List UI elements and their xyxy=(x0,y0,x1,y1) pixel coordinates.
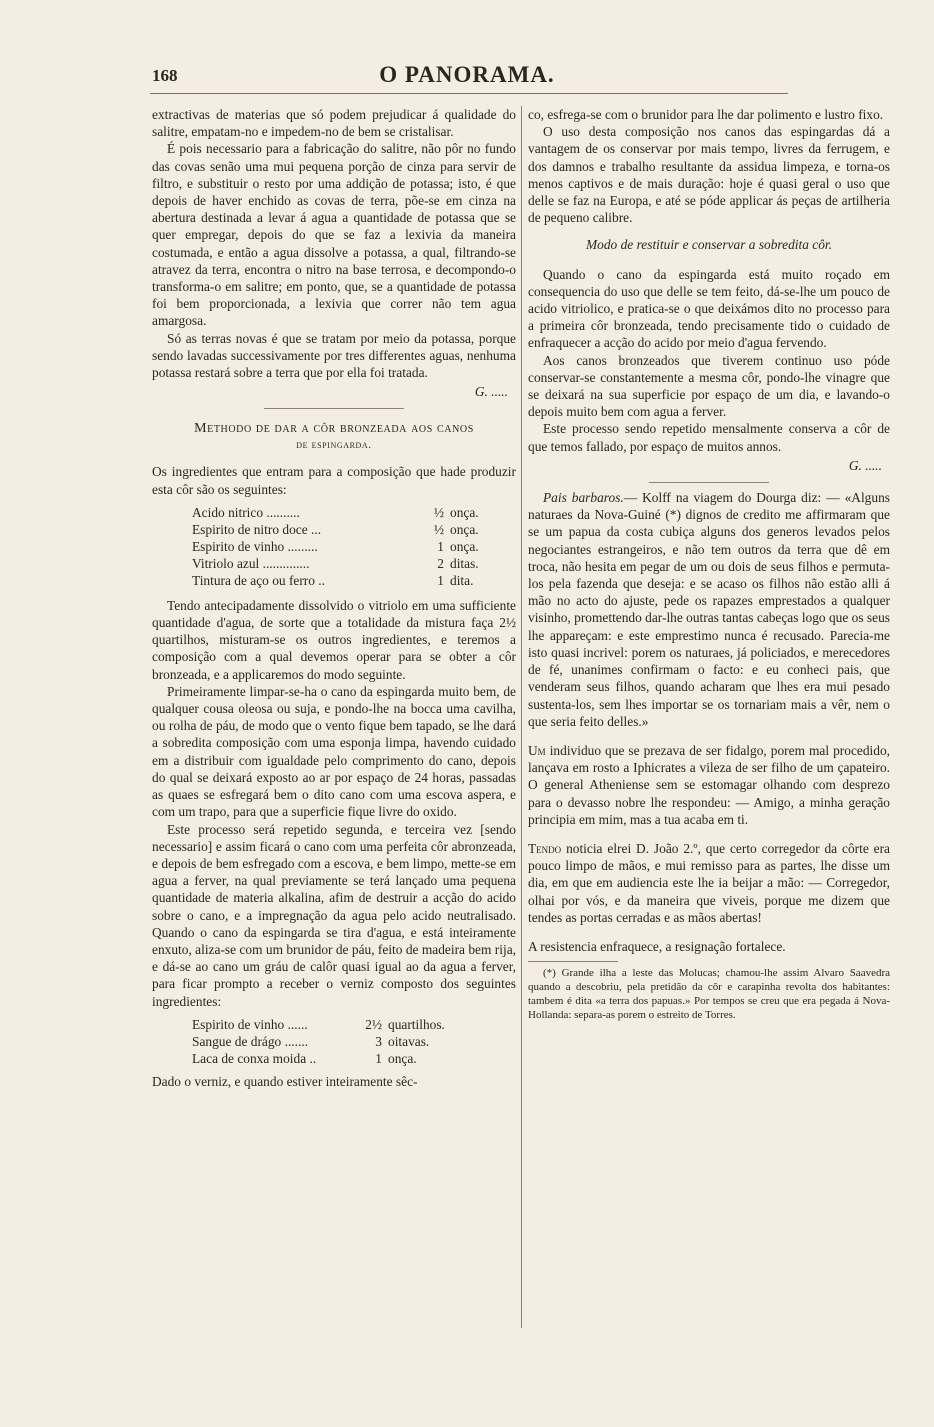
maxim: A resistencia enfraquece, a resignação fortalece. xyxy=(528,938,786,954)
article-body: individuo que se prezava de ser fidalgo, porem mal procedido, lançava em rosto a Iphicrates a vileza de ser filho de um çapateiro. O general Atheniense sem se estomagar olhando com desprezo para o devasso nobre lhe respondeu: — Amigo, a minha geração principia em mim, mas a tua acaba em ti. xyxy=(528,742,890,827)
paragraph: Só as terras novas é que se tratam por meio da potassa, porque sendo lavadas successivamente por tres differentes aguas, nenhuma potassa restará sobre a terra que por ella foi tratada. xyxy=(152,330,516,381)
ingredient-unit: oitavas. xyxy=(388,1033,430,1049)
ingredient-name: Tintura de aço ou ferro .. xyxy=(192,572,326,588)
paragraph: Primeiramente limpar-se-ha o cano da espingarda muito bem, de qualquer cousa oleosa ou suja, e pondo-lhe na bocca uma cavilha, ou rolha de páu, de modo que o vento fique bem tapado, se lhe dará a sobredita composição com uma esponja limpa, havendo cuidado em a distribuir com igualdade pelo comprimento do cano, depois do qual se deixará exposto ao ar por espaço de 24 horas, passadas as quaes se esfregará bem o dito cano com uma escova aspera, e com um trapo, para que a superficie fique livre do oxido. xyxy=(152,683,516,820)
section-title-line: de espingarda. xyxy=(296,439,372,452)
paragraph xyxy=(528,742,890,828)
paragraph xyxy=(528,489,890,730)
ingredient-row xyxy=(192,504,479,521)
ingredient-name: Sangue de drágo ....... xyxy=(192,1033,309,1049)
paragraph xyxy=(528,840,890,926)
paragraph: extractivas de materias que só podem prejudicar á qualidade do salitre, empatam-no e impedem-no de bem se cristalisar. xyxy=(152,107,516,140)
left-column xyxy=(152,106,516,1090)
article-body: — Kolff na viagem do Dourga diz: — «Alguns naturaes da Nova-Guiné (*) dignos de credito me affirmaram que se um papua da costa cubiça alguns dos generos levados pelos negociantes estrangeiros, e não tem outros da terra que dê em troca, não hesita em pegar de um ou dois de seus filhos e permuta-los pela fazenda que deseja: e se acaso os filhos não estão alli á mão no acto do ajuste, pede os rapazes emprestados a qualquer visinho, promettendo dar-lhe outras tantas cabeças logo que os seus lhe appareçam: e este emprestimo nunca é recusado. Parecia-me isto quasi incrivel: porem os naturaes, já policiados, e merecedores de fé, unanimes confirmam o facto: e eu conheci pais, que venderam seus filhos, quando acharam que lhes era mui pesado sustenta-los, sem lhes importar se os tornariam mais a vêr, nem o que seria feito delles.» xyxy=(528,490,890,729)
article-body: noticia elrei D. João 2.º, que certo corregedor da côrte era pouco limpo de mãos, e mui remisso para as partes, lhe disse um dia, em que em audiencia este lhe ia beijar a mão: — Corregedor, olhai por vós, e da maneira que viveis, porque me dizem que tendes as portas cerradas e as mãos abertas! xyxy=(528,840,890,925)
ingredient-unit: onça. xyxy=(450,504,479,520)
ingredient-qty: 1 xyxy=(437,572,444,588)
footnote: (*) Grande ilha a leste das Molucas; chamou-lhe assim Alvaro Saavedra quando a descobriu, pela pretidão da côr e carapinha revolta dos habitantes: tambem é dita «a terra dos papuas.» Por tempos se creu que era pegada á Nova-Hollanda: separa-as porem o estreito de Torres. xyxy=(528,967,890,1022)
ingredient-unit: dita. xyxy=(450,572,474,588)
ingredient-unit: onça. xyxy=(450,521,479,537)
ingredient-row xyxy=(192,521,479,538)
ingredient-row xyxy=(192,1033,445,1050)
ingredients-table xyxy=(192,504,479,589)
paragraph: Quando o cano da espingarda está muito roçado em consequencia do uso que delle se tem feito, dá-se-lhe um pouco de acido vitriolico, e pratica-se o que deixámos dito no processo para a primeira côr bronzeada, tendo precisamente tido o cuidado de enfraquecer a acção do acido por meio d'agua fervendo. xyxy=(528,266,890,351)
paragraph: co, esfrega-se com o brunidor para lhe dar polimento e lustro fixo. xyxy=(528,107,884,122)
ingredient-name: Espirito de vinho ...... xyxy=(192,1016,308,1032)
ingredient-unit: onça. xyxy=(450,538,479,554)
ingredient-qty: ½ xyxy=(433,504,444,520)
ingredient-unit: onça. xyxy=(388,1050,417,1066)
paragraph: Este processo será repetido segunda, e terceira vez [sendo necessario] e assim ficará o cano com uma perfeita côr abronzeada, e depois de bem esfregado com a escova, e bem limpo, mette-se em agua a ferver, na qual previamente se terá lançado uma pequena quantidade de materia alkalina, afim de destruir a acção do acido sobre o cano, e a impregnação da agua pelo acido neutralisado. Quando o cano da espingarda se tira d'agua, e está inteiramente enxuto, aliza-se com um brunidor de páu, feito de madeira bem rija, e dá-se ao cano um gráu de calôr quasi igual ao da agua a ferver, para ficar promptο a receber o verniz composto dos seguintes ingredientes: xyxy=(152,821,516,1009)
footnote-rule xyxy=(528,961,618,962)
author-signature: G. ..... xyxy=(474,384,508,400)
ingredient-unit: quartilhos. xyxy=(388,1016,445,1032)
right-column xyxy=(528,106,890,1022)
ingredient-row xyxy=(192,555,479,572)
ingredient-qty: 3 xyxy=(375,1033,382,1049)
paragraph: Este processo sendo repetido mensalmente conserva a côr de que temos fallado, por espaço de muitos annos. xyxy=(528,421,890,454)
ingredient-row xyxy=(192,1016,445,1033)
paragraph: Os ingredientes que entram para a composição que hade produzir esta côr são os seguintes: xyxy=(152,464,516,497)
ingredient-qty: 2½ xyxy=(365,1016,382,1032)
varnish-ingredients-table xyxy=(192,1016,445,1067)
ingredient-name: Espirito de nitro doce ... xyxy=(192,521,322,537)
paragraph: Tendo antecipadamente dissolvido o vitriolo em uma sufficiente quantidade d'agua, de sorte que a totalidade da mistura faça 2½ quartilhos, misturam-se os outros ingredientes, e teremos a composição com a qual devemos operar para se obter a côr bronzeada, e a applicaremos do modo seguinte. xyxy=(152,597,516,682)
ingredient-row xyxy=(192,538,479,555)
section-title xyxy=(152,421,516,453)
paragraph: Aos canos bronzeados que tiverem continuo uso póde conservar-se constantemente a mesma côr, pondo-lhe vinagre que se deixará na sua superficie por espaço de um dia, e lavando-o depois muito bem com agua a ferver. xyxy=(528,352,890,420)
ingredient-qty: 2 xyxy=(437,555,444,571)
ingredient-qty: 1 xyxy=(375,1050,382,1066)
section-title-line: Methodo de dar a côr bronzeada aos canos xyxy=(194,421,474,437)
column-separator xyxy=(521,106,522,1328)
section-divider xyxy=(264,408,404,409)
ingredient-row xyxy=(192,572,479,589)
lead-word: Tendo xyxy=(528,840,562,856)
ingredient-name: Vitriolo azul .............. xyxy=(192,555,310,571)
publication-title: O PANORAMA. xyxy=(379,62,555,87)
paragraph: Dado o verniz, e quando estiver inteiramente sêc- xyxy=(152,1073,418,1089)
ingredient-qty: 1 xyxy=(437,538,444,554)
ingredient-unit: ditas. xyxy=(450,555,479,571)
article-title: Pais barbaros. xyxy=(543,490,624,506)
header-rule xyxy=(150,93,788,94)
subsection-title: Modo de restituir e conservar a sobredita côr. xyxy=(586,237,832,253)
ingredient-row xyxy=(192,1050,445,1067)
paragraph: É pois necessario para a fabricação do salitre, não pôr no fundo das covas senão uma mui pequena porção de cinza para servir de filtro, e substituir o resto por uma addição de potassa; isto, é que depois de haver enchido as covas de terra, põe-se em cinza na abertura destinada a levar á agua a quantidade de potassa que se quer empregar, depois do que se faz a lexivia da maneira costumada, e então a agua dissolve a potassa, a qual, filtrando-se atravez da terra, encontra o nitro na base terrosa, e decompondo-o transforma-o em salitre; em ponto, que, se a quantidade de potassa foi bem proporcionada, a lexivia que correr não tem agua amargosa. xyxy=(152,141,516,329)
ingredient-qty: ½ xyxy=(433,521,444,537)
section-divider xyxy=(649,482,769,483)
ingredient-name: Espirito de vinho ......... xyxy=(192,538,318,554)
ingredient-name: Laca de conxa moida .. xyxy=(192,1050,317,1066)
lead-word: Um xyxy=(528,742,546,758)
page-number: 168 xyxy=(152,66,178,85)
paragraph: O uso desta composição nos canos das espingardas dá a vantagem de os conservar por mais tempo, livres da ferrugem, e dos damnos e trabalho resultante da assidua limpeza, e torna-os menos captivos e de mais duração: hoje é quasi geral o uso que delle se faz na Europa, e até se póde applicar ás peças de artilheria de pequeno calibre. xyxy=(528,124,890,226)
ingredient-name: Acido nitrico .......... xyxy=(192,504,300,520)
author-signature: G. ..... xyxy=(848,457,882,473)
